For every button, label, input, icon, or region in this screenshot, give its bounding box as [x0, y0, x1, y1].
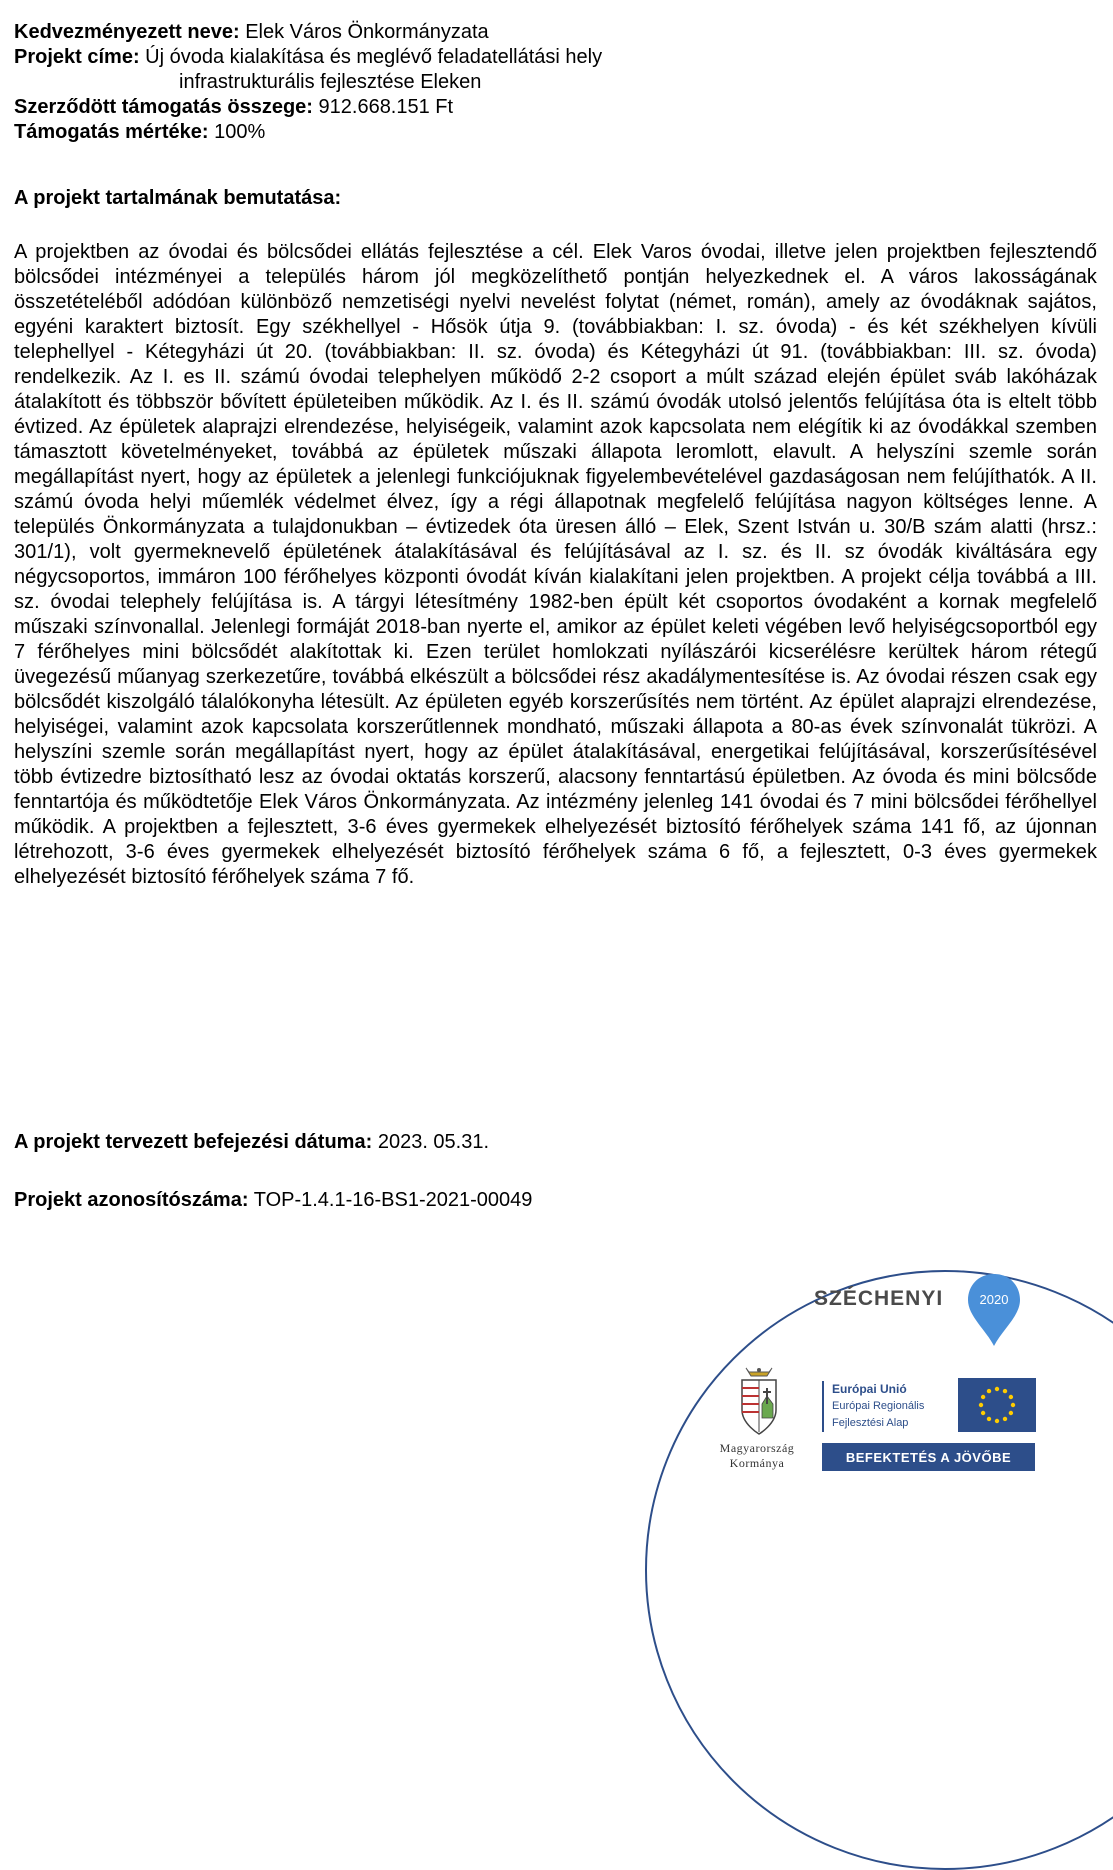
project-id-label: Projekt azonosítószáma:: [14, 1189, 249, 1211]
project-description: A projektben az óvodai és bölcsődei ellátás fejlesztése a cél. Elek Varos óvodai, illetve jelen projektben fejlesztendő bölcsődei intézményei a település három jól megközelíthető pontján helyezkednek el. A város lakosságának összetételéből adódóan különböző nemzetiségi nyelvi nevelést folytat (német, román), amely az óvodáknak sajátos, egyéni karaktert biztosít. Egy székhellyel - Hősök útja 9. (továbbiakban: I. sz. óvoda) - és két székhelyen kívüli telephellyel - Kétegyházi út 20. (továbbiakban: II. sz. óvoda) és Kétegyházi út 91. (továbbiakban: III. sz. óvoda) rendelkezik. Az I. es II. számú óvodai telephelyen működő 2-2 csoport a múlt század elején épület sváb lakóházak átalakított és többször bővített épületeiben működik. Az I. és II. számú óvodák utolsó jelentős felújítása óta is eltelt több évtized. Az épületek alaprajzi elrendezése, helyiségeik, valamint azok kapcsolata nem elégítik ki az óvodákkal szemben támasztott követelményeket, továbbá az épületek műszaki állapota leromlott, elavult. A helyszíni szemle során megállapítást nyert, hogy az épületek a jelenlegi funkciójuknak figyelembevételével gazdaságosan nem felújíthatók. A II. számú óvoda helyi műemlék védelmet élvez, így a régi állapotnak megfelelő felújítása nagyon költséges lenne. A település Önkormányzata a tulajdonukban – évtizedek óta üresen álló – Elek, Szent István u. 30/B szám alatti (hrsz.: 301/1), volt gyermeknevelő épületének átalakításával és felújításával az I. sz. és II. sz óvodák kiváltására egy négycsoportos, immáron 100 férőhelyes központi óvodát kíván kialakítani jelen projektben. A projekt célja továbbá a III. sz. óvodai telephely felújítása is. A tárgyi létesítmény 1982-ben épült két csoportos óvodaként a kornak megfelelő műszaki színvonallal. Jelenlegi formáját 2018-ban nyerte el, amikor az épület keleti végében levő helyiségcsoportból egy 7 férőhelyes mini bölcsődét alakítottak ki. Ezen terület homlokzati nyílászárói kicserélésre kerültek három rétegű üvegezésű műanyag szerkezetűre, továbbá elkészült a bölcsődei rész akadálymentesítése is. Az óvodai részen csak egy bölcsődét kiszolgáló tálalókonyha létesült. Az épületen egyéb korszerűsítés nem történt. Az épület alaprajzi elrendezése, helyiségei, valamint azok kapcsolata korszerűtlennek mondható, műszaki állapota a 80-as évek színvonalát tükrözi. A helyszíni szemle során megállapítást nyert, hogy az épület átalakításával, energetikai felújításával, korszerűsítésével több évtizedre biztosítható lesz az óvodai oktatás korszerű, alacsony fenntartású épületben. Az óvoda és mini bölcsőde fenntartója és működtetője Elek Város Önkormányzata. Az intézmény jelenleg 141 óvodai és 7 mini bölcsődei férőhellyel működik. A projektben a fejlesztett, 3-6 éves gyermekek elhelyezését biztosító férőhelyek száma 141 fő, az újonnan létrehozott, 3-6 éves gyermekek elhelyezését biztosító férőhelyek száma 6 fő, a fejlesztett, 0-3 éves gyermekek elhelyezését biztosító férőhelyek száma 7 fő.: [14, 241, 1097, 888]
invest-in-future-banner: BEFEKTETÉS A JÖVŐBE: [822, 1443, 1035, 1471]
logo-arc-decoration: [645, 1270, 1113, 1870]
szechenyi-logo-text: SZÉCHENYI: [814, 1287, 944, 1310]
hungarian-coat-of-arms-icon: [734, 1366, 784, 1438]
grant-amount-label: Szerződött támogatás összege:: [14, 96, 313, 118]
grant-amount-row: [14, 95, 602, 120]
beneficiary-row: [14, 20, 602, 45]
completion-date-label: A projekt tervezett befejezési dátuma:: [14, 1131, 373, 1153]
project-title-label: Projekt címe:: [14, 46, 140, 68]
szechenyi-year: 2020: [979, 1292, 1009, 1307]
project-id-row: [14, 1188, 532, 1213]
government-logo-text: [702, 1441, 812, 1471]
beneficiary-label: Kedvezményezett neve:: [14, 21, 240, 43]
grant-rate-label: Támogatás mértéke:: [14, 121, 209, 143]
completion-date-row: [14, 1130, 489, 1155]
gov-line-1: Magyarország: [719, 1441, 795, 1455]
grant-rate-row: [14, 120, 602, 145]
eu-fund-text: [822, 1381, 924, 1432]
grant-amount-value: 912.668.151 Ft: [318, 96, 454, 118]
szechenyi-pin-icon: [964, 1270, 1024, 1350]
grant-rate-value: 100%: [214, 121, 266, 143]
project-title-value-continued: infrastrukturális fejlesztése Eleken: [179, 71, 482, 93]
completion-date-value: 2023. 05.31.: [377, 1131, 490, 1153]
eu-line-2: Európai Regionális: [832, 1400, 925, 1412]
eu-line-3: Fejlesztési Alap: [832, 1417, 909, 1429]
beneficiary-value: Elek Város Önkormányzata: [245, 21, 489, 43]
project-id-value: TOP-1.4.1-16-BS1-2021-00049: [253, 1189, 533, 1211]
project-title-row-continued: [14, 70, 602, 95]
eu-line-1: Európai Unió: [832, 1382, 907, 1396]
section-title: A projekt tartalmának bemutatása:: [14, 187, 342, 209]
gov-line-2: Kormánya: [729, 1456, 785, 1470]
eu-flag-icon: [958, 1378, 1036, 1432]
project-title-row: [14, 45, 602, 70]
project-metadata: [14, 20, 602, 145]
project-title-value: Új óvoda kialakítása és meglévő feladatellátási hely: [145, 46, 603, 68]
